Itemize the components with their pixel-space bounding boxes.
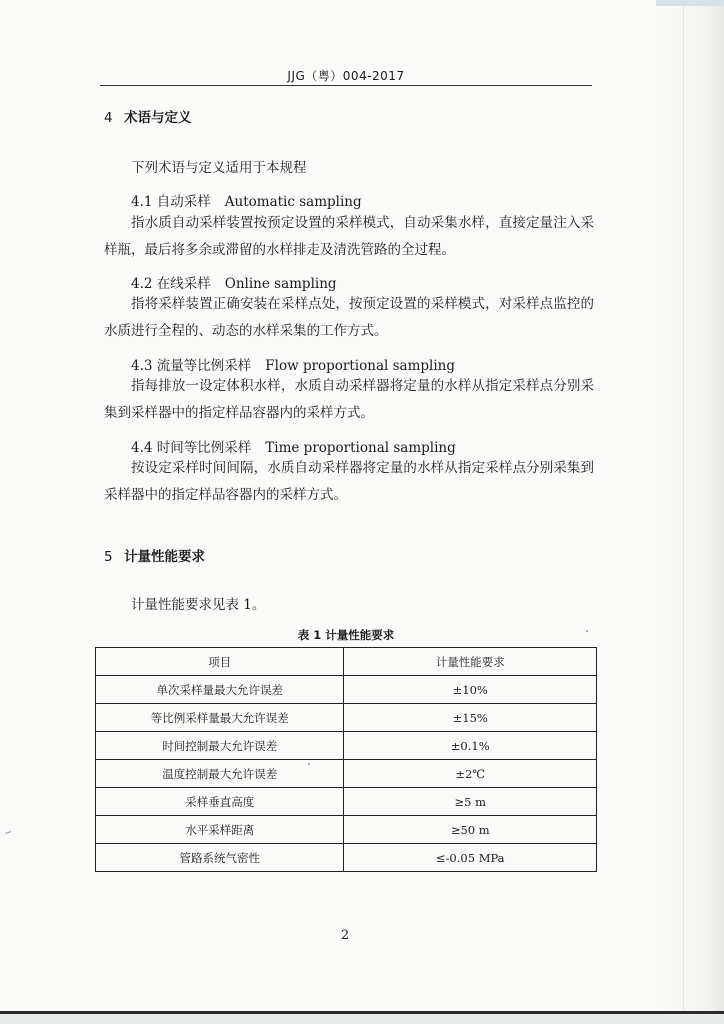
- section-4-intro: 下列术语与定义适用于本规程: [131, 160, 307, 176]
- term-4-3-heading: [131, 354, 455, 374]
- table-cell-requirement: ±15%: [344, 704, 597, 732]
- term-4-2-en: Online sampling: [224, 276, 337, 292]
- scan-corner-mark: [656, 0, 724, 6]
- table-cell-item: 管路系统气密性: [96, 844, 344, 872]
- table-row: [96, 816, 597, 844]
- section-4-heading: [104, 106, 192, 126]
- table-row: [96, 676, 597, 704]
- term-4-4-definition: 按设定采样时间间隔，水质自动采样器将定量的水样从指定采样点分别采集到采样器中的指定样品容器内的采样方式。: [104, 460, 594, 503]
- term-4-4-id: 4.4: [131, 440, 153, 456]
- table-cell-requirement: ≥50 m: [344, 816, 597, 844]
- table-cell-item: 采样垂直高度: [96, 788, 344, 816]
- section-5-heading: [104, 545, 205, 565]
- table-cell-requirement: ±2℃: [344, 760, 597, 788]
- header-rule: [100, 85, 592, 86]
- term-4-2-zh: 在线采样: [156, 276, 211, 292]
- table-cell-item: 时间控制最大允许误差: [96, 732, 344, 760]
- table-cell-requirement: ≥5 m: [344, 788, 597, 816]
- scan-bottom-shade: [0, 1014, 724, 1024]
- table-header-row: [96, 648, 597, 676]
- scan-edge-shadow: [656, 0, 724, 1024]
- section-4-title: 术语与定义: [124, 110, 192, 126]
- table-cell-item: 单次采样量最大允许误差: [96, 676, 344, 704]
- term-4-2-heading: [131, 272, 337, 292]
- term-4-1-definition: 指水质自动采样装置按预定设置的采样模式，自动采集水样，直接定量注入采样瓶，最后将多余或滞留的水样排走及清洗管路的全过程。: [104, 215, 594, 258]
- table-row: [96, 788, 597, 816]
- section-5-number: 5: [104, 549, 113, 565]
- table-cell-requirement: ≤-0.05 MPa: [344, 844, 597, 872]
- section-5-intro: 计量性能要求见表 1。: [131, 597, 266, 613]
- table-row: [96, 760, 597, 788]
- table-cell-requirement: ±10%: [344, 676, 597, 704]
- table-cell-requirement: ±0.1%: [344, 732, 597, 760]
- table-row: [96, 732, 597, 760]
- section-4-number: 4: [104, 110, 113, 126]
- term-4-3-en: Flow proportional sampling: [265, 358, 455, 374]
- table-1-title: 表 1 计量性能要求: [297, 628, 395, 642]
- table-cell-item: 水平采样距离: [96, 816, 344, 844]
- table-cell-item: 等比例采样量最大允许误差: [96, 704, 344, 732]
- term-4-1-id: 4.1: [131, 194, 153, 210]
- scan-speck: [308, 763, 310, 765]
- scan-speck: [586, 630, 588, 632]
- scan-speck: [5, 831, 11, 834]
- term-4-3-zh: 流量等比例采样: [156, 358, 252, 374]
- table-cell-item: 温度控制最大允许误差: [96, 760, 344, 788]
- term-4-2-id: 4.2: [131, 276, 153, 292]
- term-4-4-en: Time proportional sampling: [265, 440, 456, 456]
- scan-edge-line: [683, 0, 684, 1024]
- term-4-1-en: Automatic sampling: [224, 194, 362, 210]
- requirements-table: [95, 647, 597, 872]
- term-4-3-id: 4.3: [131, 358, 153, 374]
- page-header-code: JJG（粤）004-2017: [287, 69, 405, 83]
- table-header-item: 项目: [96, 648, 344, 676]
- term-4-2-definition: 指将采样装置正确安装在采样点处，按预定设置的采样模式，对采样点监控的水质进行全程的、动态的水样采集的工作方式。: [104, 296, 594, 339]
- table-row: [96, 704, 597, 732]
- term-4-1-heading: [131, 190, 362, 210]
- table-header-requirement: 计量性能要求: [344, 648, 597, 676]
- term-4-3-definition: 指每排放一设定体积水样，水质自动采样器将定量的水样从指定采样点分别采集到采样器中的指定样品容器内的采样方式。: [104, 378, 594, 421]
- term-4-4-heading: [131, 436, 456, 456]
- section-5-title: 计量性能要求: [124, 549, 205, 565]
- table-row: [96, 844, 597, 872]
- scan-bottom-line: [0, 1011, 724, 1014]
- page-number: 2: [340, 928, 350, 943]
- term-4-1-zh: 自动采样: [156, 194, 211, 210]
- term-4-4-zh: 时间等比例采样: [156, 440, 252, 456]
